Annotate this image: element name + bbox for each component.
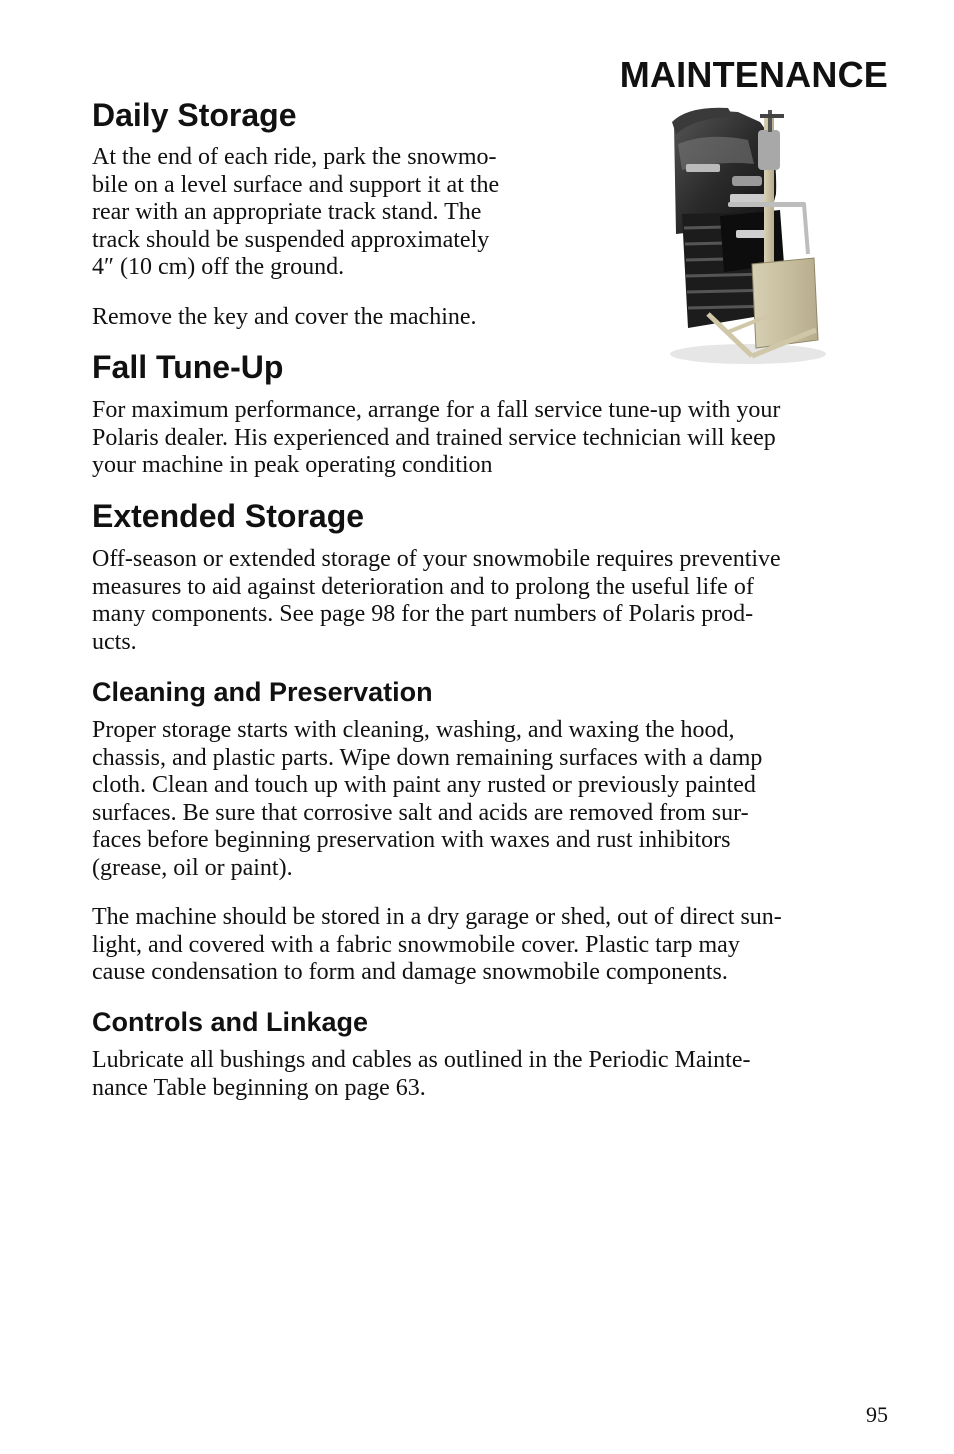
text-line: faces before beginning preservation with waxes and rust inhibitors bbox=[92, 827, 731, 854]
section-header: MAINTENANCE bbox=[619, 54, 888, 95]
text-line: Off-season or extended storage of your snowmobile requires preventive bbox=[92, 546, 781, 572]
text-line: rear with an appropriate track stand. The bbox=[92, 199, 482, 226]
text-line: track should be suspended approximately bbox=[92, 226, 490, 253]
text-line: Proper storage starts with cleaning, washing, and waxing the hood, bbox=[92, 717, 735, 743]
heading-cleaning-preservation: Cleaning and Preservation bbox=[92, 677, 433, 707]
text-line: surfaces. Be sure that corrosive salt and acids are removed from sur- bbox=[92, 799, 749, 826]
text-line: your machine in peak operating condition bbox=[92, 452, 493, 479]
text-line: nance Table beginning on page 63. bbox=[92, 1074, 426, 1101]
cleaning-preservation-paragraph-2 bbox=[92, 904, 892, 987]
heading-daily-storage: Daily Storage bbox=[92, 97, 297, 133]
text-line: light, and covered with a fabric snowmobile cover. Plastic tarp may bbox=[92, 931, 740, 958]
text-line: 4″ (10 cm) off the ground. bbox=[92, 254, 345, 281]
heading-fall-tune-up: Fall Tune-Up bbox=[92, 349, 284, 385]
text-line: many components. See page 98 for the part numbers of Polaris prod- bbox=[92, 601, 754, 628]
daily-storage-paragraph-1 bbox=[92, 144, 572, 282]
text-line: measures to aid against deterioration and to prolong the useful life of bbox=[92, 573, 754, 600]
text-line: bile on a level surface and support it at the bbox=[92, 171, 500, 198]
fall-tune-up-paragraph bbox=[92, 397, 892, 480]
text-line: ucts. bbox=[92, 628, 137, 655]
text-line: chassis, and plastic parts. Wipe down remaining surfaces with a damp bbox=[92, 744, 763, 771]
extended-storage-paragraph bbox=[92, 546, 892, 656]
heading-extended-storage: Extended Storage bbox=[92, 498, 365, 534]
text-line: cloth. Clean and touch up with paint any rusted or previously painted bbox=[92, 772, 756, 799]
text-line: Polaris dealer. His experienced and trained service technician will keep bbox=[92, 424, 776, 451]
text-line: Lubricate all bushings and cables as outlined in the Periodic Mainte- bbox=[92, 1047, 751, 1073]
text-line: cause condensation to form and damage snowmobile components. bbox=[92, 959, 728, 986]
page-number: 95 bbox=[866, 1402, 888, 1427]
text-line: The machine should be stored in a dry garage or shed, out of direct sun- bbox=[92, 904, 782, 930]
text-line: At the end of each ride, park the snowmo- bbox=[92, 144, 497, 170]
heading-controls-linkage: Controls and Linkage bbox=[92, 1007, 369, 1037]
controls-linkage-paragraph bbox=[92, 1047, 892, 1102]
daily-storage-paragraph-2: Remove the key and cover the machine. bbox=[92, 304, 477, 330]
cleaning-preservation-paragraph-1 bbox=[92, 717, 892, 883]
text-line: (grease, oil or paint). bbox=[92, 854, 293, 881]
text-line: For maximum performance, arrange for a fall service tune-up with your bbox=[92, 397, 781, 423]
snowmobile-track-stand-photo bbox=[668, 104, 826, 366]
